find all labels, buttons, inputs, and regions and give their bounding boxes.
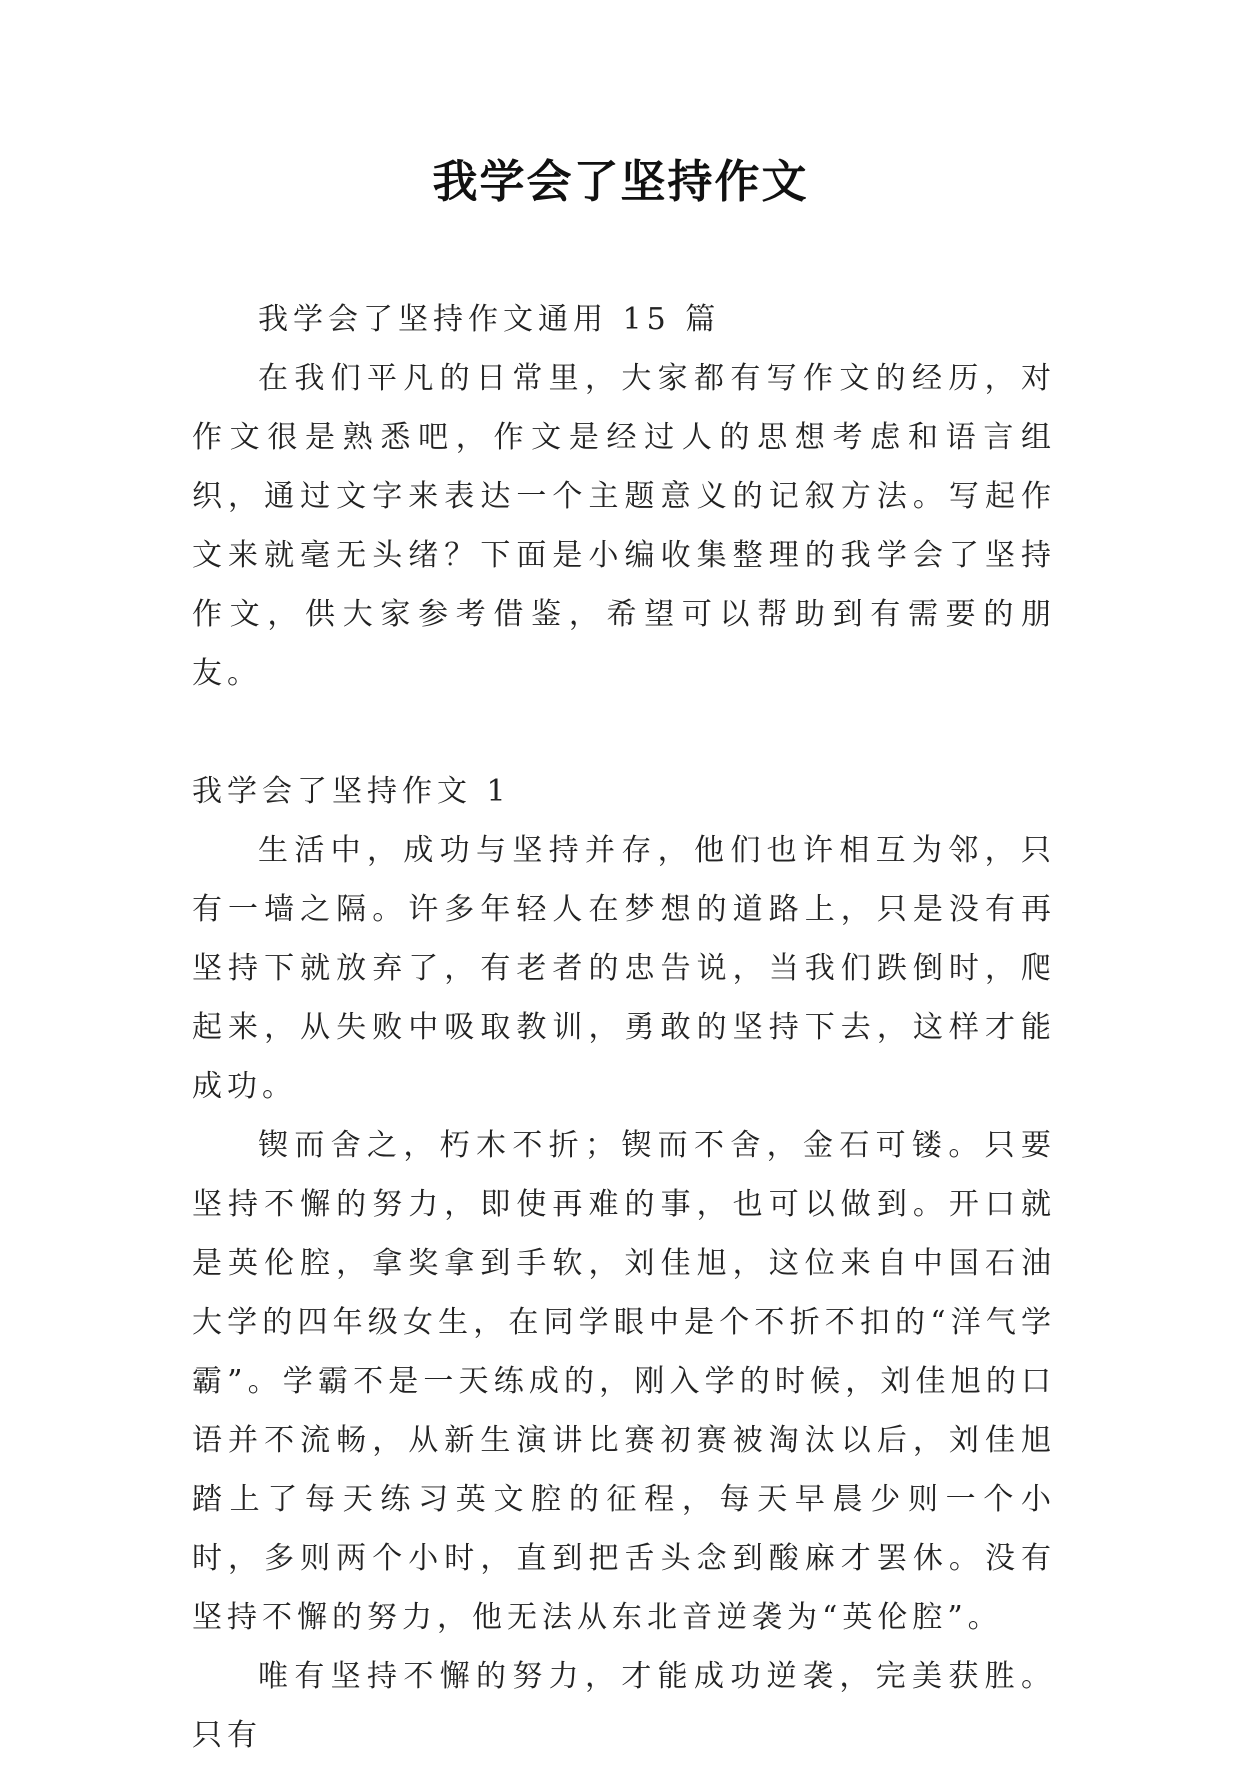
body-paragraph: 生活中，成功与坚持并存，他们也许相互为邻，只有一墙之隔。许多年轻人在梦想的道路上，只是没有再坚持下就放弃了，有老者的忠告说，当我们跌倒时，爬起来，从失败中吸取教训，勇敢的坚持下去，这样才能成功。: [192, 833, 1056, 1104]
section-spacer: [192, 703, 1056, 762]
document-title: 我学会了坚持作文: [432, 155, 809, 208]
body-paragraph: 唯有坚持不懈的努力，才能成功逆袭，完美获胜。只有: [192, 1659, 1056, 1753]
intro-paragraph: 在我们平凡的日常里，大家都有写作文的经历，对作文很是熟悉吧，作文是经过人的思想考虑和语言组织，通过文字来表达一个主题意义的记叙方法。写起作文来就毫无头绪？下面是小编收集整理的我学会了坚持作文，供大家参考借鉴，希望可以帮助到有需要的朋友。: [192, 361, 1056, 691]
body-paragraph: 锲而舍之，朽木不折；锲而不舍，金石可镂。只要坚持不懈的努力，即使再难的事，也可以做到。开口就是英伦腔，拿奖拿到手软，刘佳旭，这位来自中国石油大学的四年级女生，在同学眼中是个不折不扣的“洋气学霸”。学霸不是一天练成的，刚入学的时候，刘佳旭的口语并不流畅，从新生演讲比赛初赛被淘汰以后，刘佳旭踏上了每天练习英文腔的征程，每天早晨少则一个小时，多则两个小时，直到把舌头念到酸麻才罢休。没有坚持不懈的努力，他无法从东北音逆袭为“英伦腔”。: [192, 1128, 1056, 1635]
subtitle-line: 我学会了坚持作文通用 15 篇: [258, 302, 721, 337]
section-heading: 我学会了坚持作文 1: [192, 774, 511, 809]
document-body: [192, 290, 1056, 1765]
